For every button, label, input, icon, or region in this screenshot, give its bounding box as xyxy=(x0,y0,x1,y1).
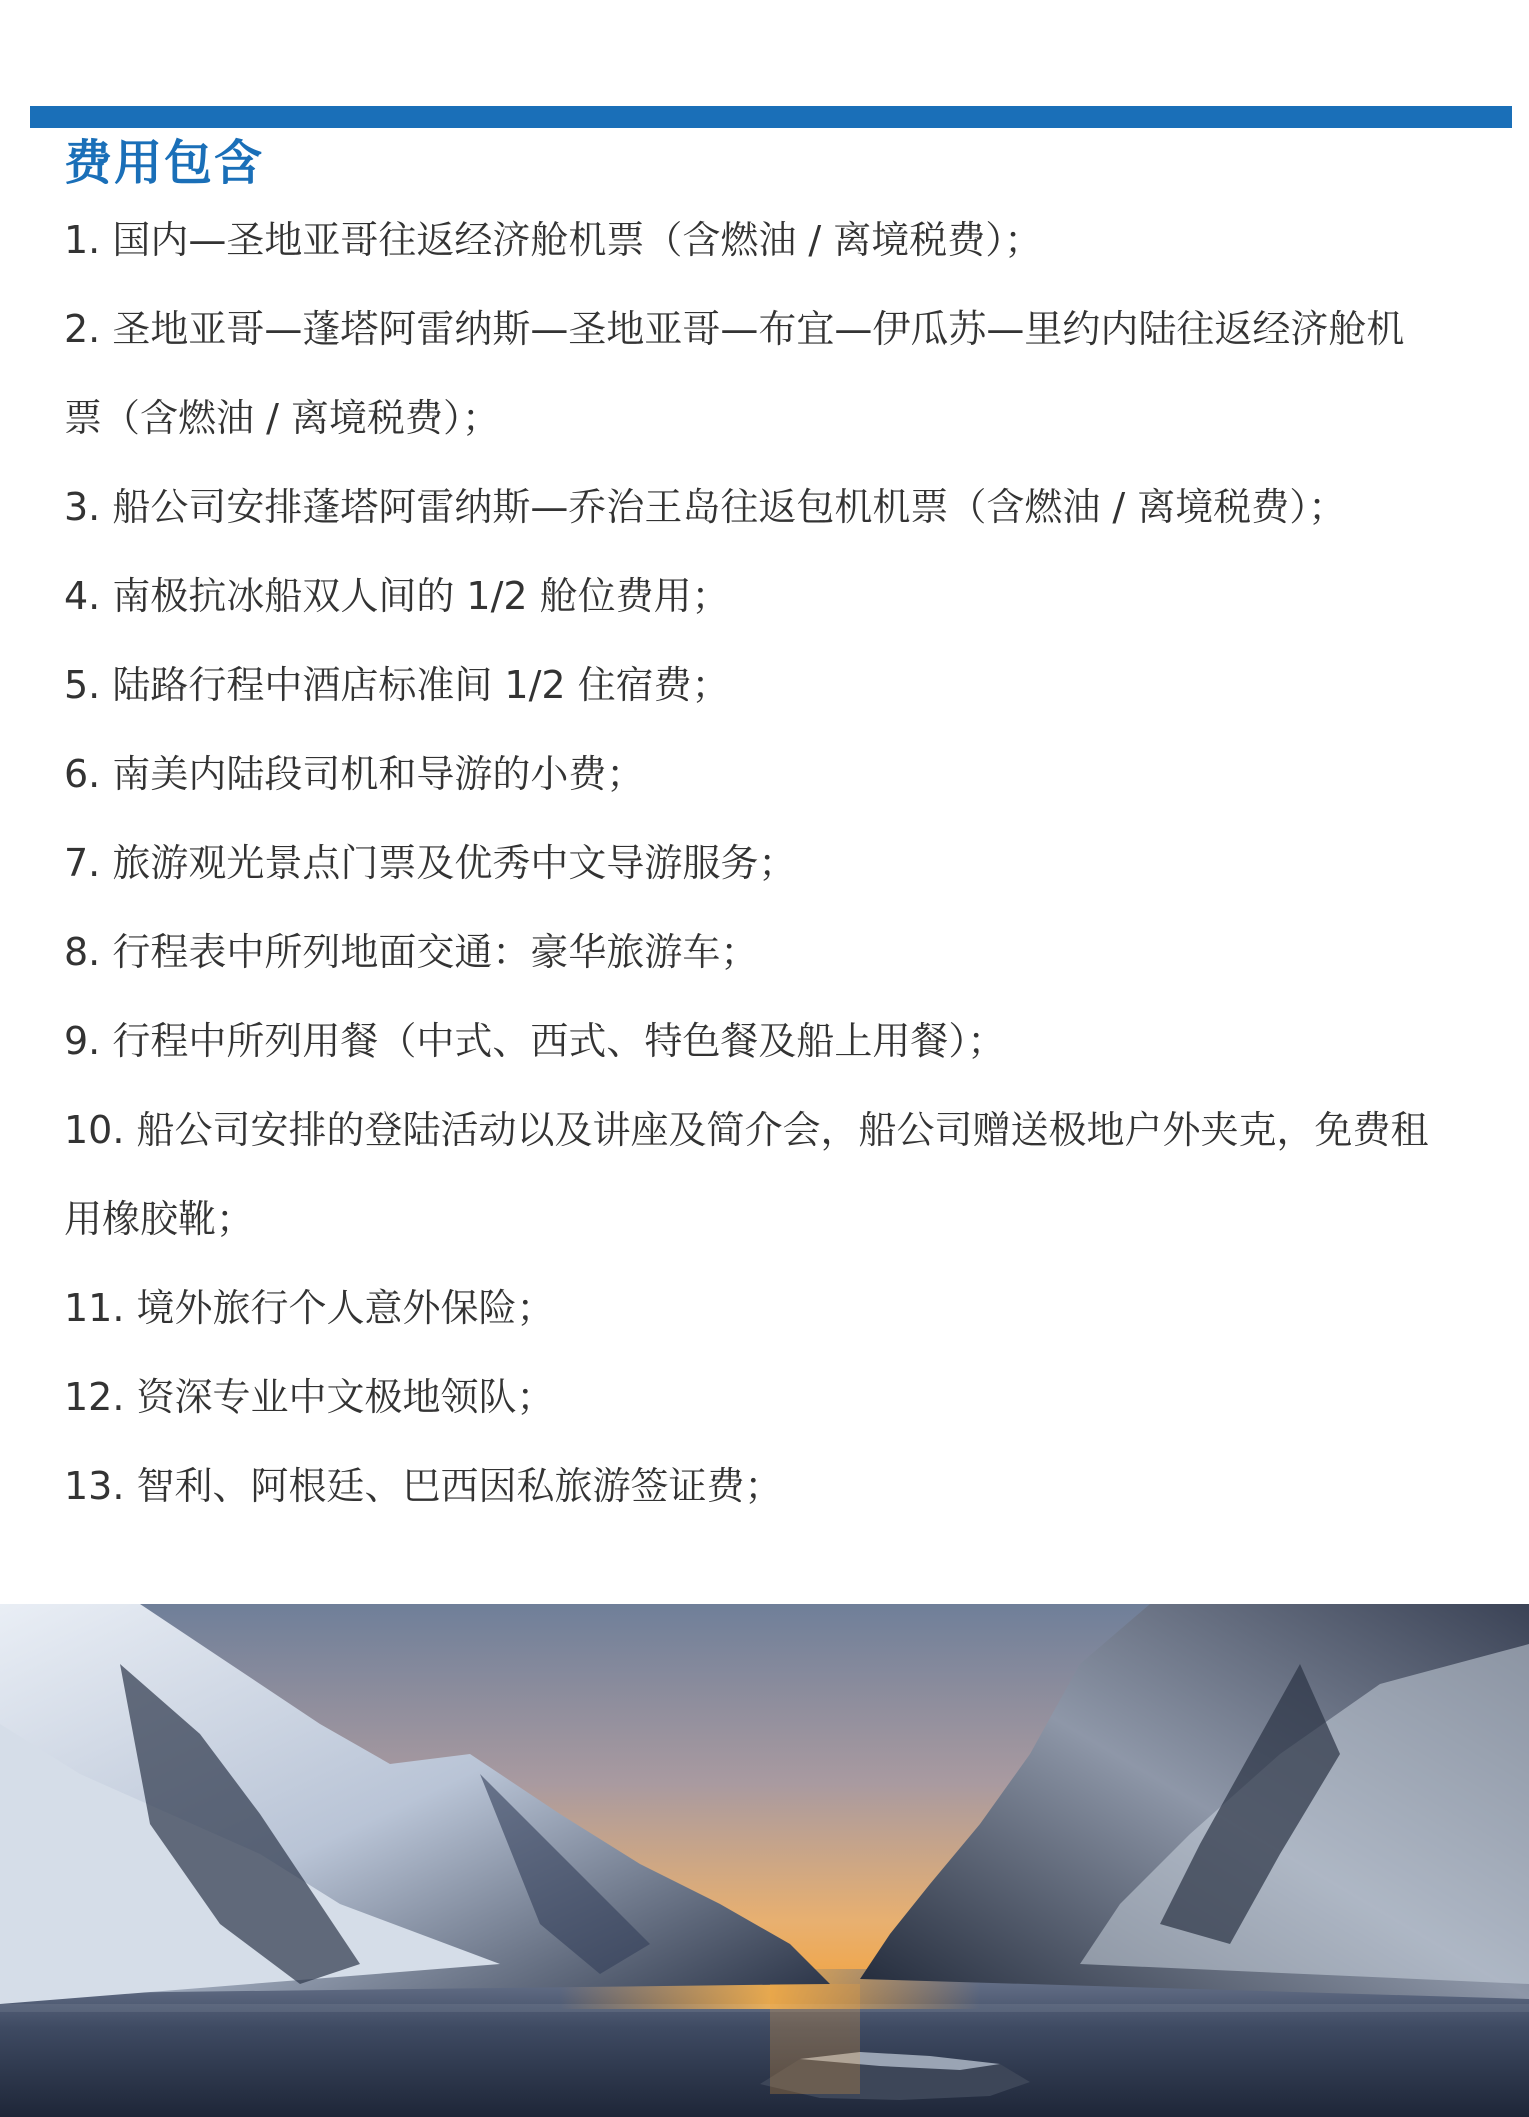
antarctic-landscape-photo xyxy=(0,1604,1529,2117)
list-item: 12. 资深专业中文极地领队； xyxy=(64,1375,555,1419)
list-item: 9. 行程中所列用餐（中式、西式、特色餐及船上用餐）； xyxy=(64,1019,1006,1063)
list-item: 7. 旅游观光景点门票及优秀中文导游服务； xyxy=(64,841,797,885)
list-item: 10. 船公司安排的登陆活动以及讲座及简介会，船公司赠送极地户外夹克，免费租用橡胶靴； xyxy=(64,1108,1429,1241)
list-item: 11. 境外旅行个人意外保险； xyxy=(64,1286,555,1330)
list-item: 4. 南极抗冰船双人间的 1/2 舱位费用； xyxy=(64,574,730,618)
top-accent-bar xyxy=(30,106,1512,128)
included-fees-list xyxy=(64,196,1434,1531)
list-item: 6. 南美内陆段司机和导游的小费； xyxy=(64,752,645,796)
list-item: 1. 国内—圣地亚哥往返经济舱机票（含燃油 / 离境税费）； xyxy=(64,218,1043,262)
list-item: 3. 船公司安排蓬塔阿雷纳斯—乔治王岛往返包机机票（含燃油 / 离境税费）； xyxy=(64,485,1347,529)
list-item: 8. 行程表中所列地面交通：豪华旅游车； xyxy=(64,930,759,974)
list-item: 2. 圣地亚哥—蓬塔阿雷纳斯—圣地亚哥—布宜—伊瓜苏—里约内陆往返经济舱机票（含燃油 / 离境税费）； xyxy=(64,307,1405,440)
section-heading: 费用包含 xyxy=(64,135,265,191)
list-item: 5. 陆路行程中酒店标准间 1/2 住宿费； xyxy=(64,663,730,707)
list-item: 13. 智利、阿根廷、巴西因私旅游签证费； xyxy=(64,1464,783,1508)
